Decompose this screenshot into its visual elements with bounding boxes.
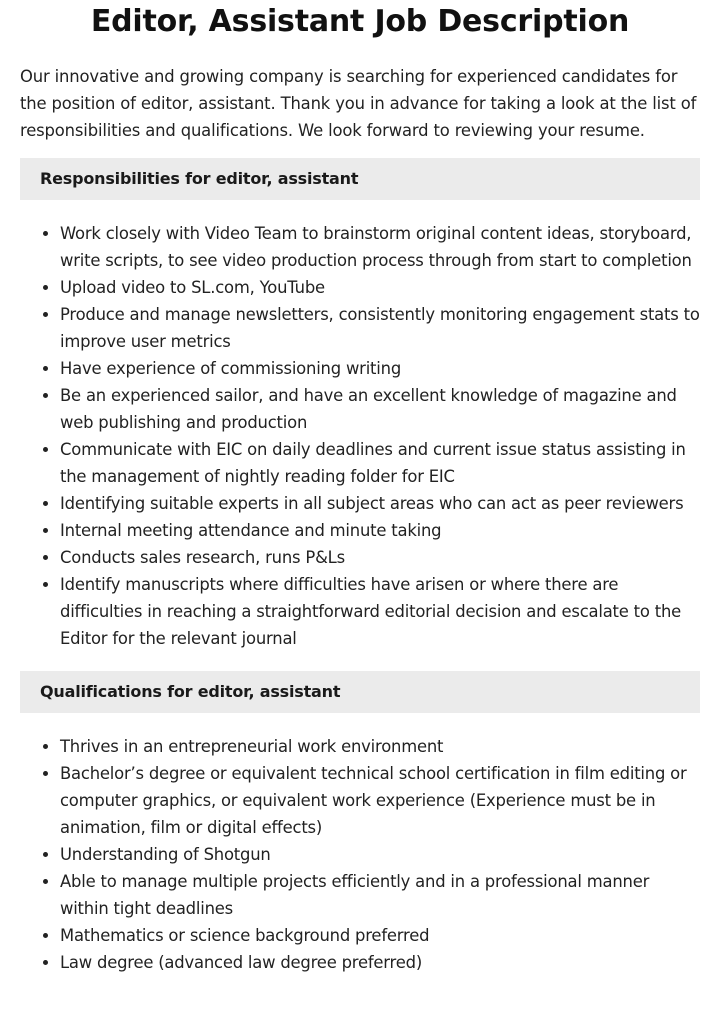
qualification-item: Mathematics or science background preferred xyxy=(60,922,700,949)
intro-paragraph: Our innovative and growing company is searching for experienced candidates for the position of editor, assistant. Thank you in advance for taking a look at the list of responsibilities and qualifications. We look forward to reviewing your resume. xyxy=(20,67,697,140)
responsibility-item: Produce and manage newsletters, consistently monitoring engagement stats to improve user metrics xyxy=(60,301,700,355)
responsibility-item: Identify manuscripts where difficulties have arisen or where there are difficulties in reaching a straightforward editorial decision and escalate to the Editor for the relevant journal xyxy=(60,571,700,652)
qualifications-heading: Qualifications for editor, assistant xyxy=(20,671,700,713)
responsibility-item: Conducts sales research, runs P&Ls xyxy=(60,544,700,571)
qualification-item: Thrives in an entrepreneurial work environment xyxy=(60,733,700,760)
qualification-item: Bachelor’s degree or equivalent technical school certification in film editing or computer graphics, or equivalent work experience (Experience must be in animation, film or digital effects) xyxy=(60,760,700,841)
responsibility-item: Internal meeting attendance and minute taking xyxy=(60,517,700,544)
page-title: Editor, Assistant Job Description xyxy=(90,4,630,39)
responsibility-item: Have experience of commissioning writing xyxy=(60,355,700,382)
responsibilities-heading: Responsibilities for editor, assistant xyxy=(20,158,700,200)
qualification-item: Able to manage multiple projects efficiently and in a professional manner within tight deadlines xyxy=(60,868,700,922)
responsibility-item: Upload video to SL.com, YouTube xyxy=(60,274,700,301)
responsibility-item: Be an experienced sailor, and have an excellent knowledge of magazine and web publishing and production xyxy=(60,382,700,436)
responsibility-item: Identifying suitable experts in all subject areas who can act as peer reviewers xyxy=(60,490,700,517)
responsibilities-list xyxy=(20,220,700,652)
qualification-item: Law degree (advanced law degree preferred) xyxy=(60,949,700,976)
qualification-item: Understanding of Shotgun xyxy=(60,841,700,868)
responsibility-item: Communicate with EIC on daily deadlines and current issue status assisting in the management of nightly reading folder for EIC xyxy=(60,436,700,490)
qualifications-list xyxy=(20,733,700,976)
responsibility-item: Work closely with Video Team to brainstorm original content ideas, storyboard, write scripts, to see video production process through from start to completion xyxy=(60,220,700,274)
